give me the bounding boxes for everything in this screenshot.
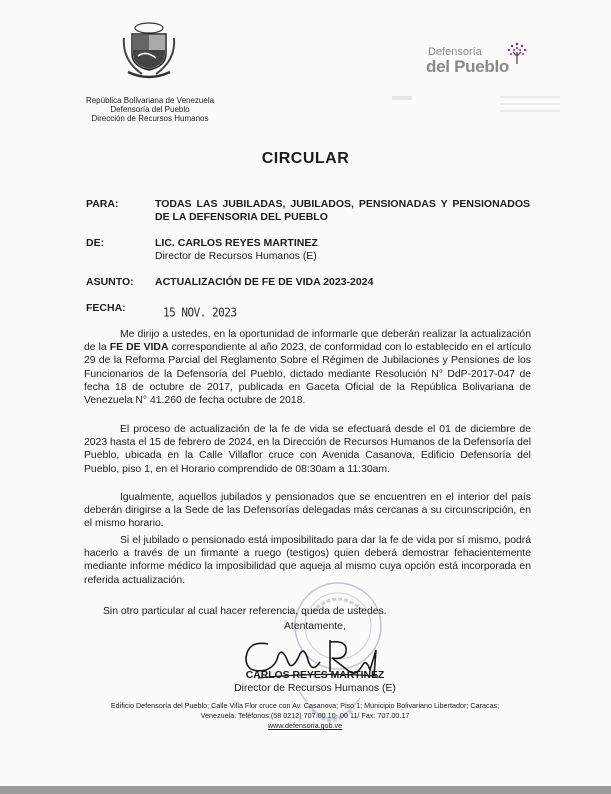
para-label: PARA: (86, 198, 119, 210)
bleed-through-mark (392, 96, 412, 100)
body-paragraph-1 (84, 328, 531, 407)
asunto-value: ACTUALIZACIÓN DE FE DE VIDA 2023-2024 (155, 276, 374, 288)
institution-line-country: República Bolivariana de Venezuela (85, 96, 215, 105)
fecha-label: FECHA: (86, 302, 126, 314)
footer-phones: Venezuela. Teléfonos:(58 0212) 707.00 10- 00 11/ Fax: 707.00.17 (200, 711, 410, 720)
body-paragraph-3: Igualmente, aquellos jubilados y pensionados que se encuentren en el interior del país deberán dirigirse a la Sede de las Defensorías delegadas más cercanas a su circunscripción, en el mismo horario. (84, 492, 531, 530)
institution-line-department: Dirección de Recursos Humanos (91, 114, 209, 123)
institution-block (80, 96, 220, 123)
signature-title: Director de Recursos Humanos (E) (234, 683, 396, 694)
bleed-through-mark (500, 96, 560, 118)
closing-line: Sin otro particular al cual hacer referencia, queda de ustedes. (103, 606, 387, 617)
body-paragraph-4: Si el jubilado o pensionado está imposibilitado para dar la fe de vida por sí mismo, podrá hacerlo a través de un firmante a ruego (testigos) quien deberá demostrar fehacientemente mediante informe médico la imposibilidad que aqueja al mismo cuya opción está incorporada en referida actualización. (84, 535, 531, 586)
de-label: DE: (86, 237, 105, 249)
p1-text-after: correspondiente al año 2023, de conformidad con lo establecido en el artículo 29 de la Reforma Parcial del Reglamento Sobre el Régimen de Jubilaciones y Pensiones de los Funcionarios de la Defensoría del Pueblo, dictado mediante Resolución N° DdP-2017-047 de fecha 18 de octubre de 2017, publicada en Gaceta Oficial de la República Bolivariana de Venezuela N° 41.260 de fecha octubre de 2018. (84, 342, 532, 407)
coat-of-arms-icon (118, 20, 180, 82)
scan-bottom-edge (0, 786, 611, 794)
de-title: Director de Recursos Humanos (E) (155, 251, 317, 262)
institution-line-office: Defensoría del Pueblo (110, 105, 190, 114)
de-name: LIC. CARLOS REYES MARTINEZ (155, 237, 318, 249)
atentamente-line: Atentamente, (284, 621, 346, 632)
footer-website-link[interactable]: www.defensoria.gob.ve (267, 721, 343, 730)
footer (60, 701, 550, 731)
footer-address: Edificio Defensoría del Pueblo; Calle Villa Flor cruce con Av. Casanova; Piso 1; Municipio Bolivariano Libertador; Caracas; (110, 701, 500, 710)
body-paragraph-2: El proceso de actualización de la fe de vida se efectuará desde el 01 de diciembre de 2023 hasta el 15 de febrero de 2024, en la Dirección de Recursos Humanos de la Defensoría del Pueblo, ubicada en la Calle Villaflor cruce con Avenida Casanova, Edificio Defensoría del Pueblo, piso 1, en el Horario comprendido de 08:30am a 11:30am. (84, 424, 531, 475)
page-title: CIRCULAR (261, 150, 350, 167)
p1-text-bold: FE DE VIDA (109, 342, 169, 354)
logo-top-text: Defensoría (428, 46, 482, 58)
logo-main-text: del Pueblo (426, 57, 509, 76)
asunto-label: ASUNTO: (86, 276, 134, 288)
p1-text-before: Me dirijo a ustedes, en la oportunidad de informarle que deberán realizar la actualización de la (84, 329, 531, 354)
tree-logo-icon (506, 40, 528, 66)
date-stamp: 15 NOV. 2023 (163, 305, 237, 320)
signature-name: CARLOS REYES MARTINEZ (245, 670, 385, 681)
para-value: TODAS LAS JUBILADAS, JUBILADOS, PENSIONADAS Y PENSIONADOS DE LA DEFENSORIA DEL PUEBLO (155, 198, 530, 223)
defensoria-logo (422, 46, 532, 80)
